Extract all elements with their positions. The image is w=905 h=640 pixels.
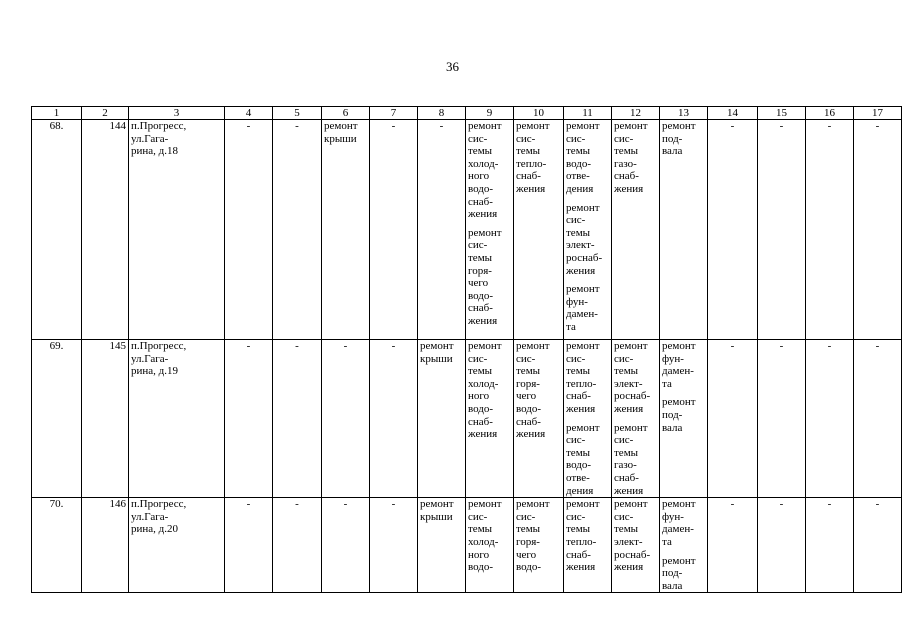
cell-line: жения bbox=[614, 182, 644, 195]
cell-line: сис- bbox=[614, 132, 634, 145]
cell-line: темы bbox=[468, 365, 493, 378]
cell-line: крыши bbox=[420, 352, 453, 365]
cell-line: дения bbox=[566, 484, 594, 497]
work-item bbox=[516, 120, 561, 196]
cell-line: жения bbox=[566, 561, 596, 574]
empty-work-cell: - bbox=[273, 120, 322, 340]
cell-line: жения bbox=[468, 428, 498, 441]
column-header-17: 17 bbox=[854, 107, 902, 120]
cell-line: снаб- bbox=[468, 195, 493, 208]
row-number-cell: 69. bbox=[32, 340, 82, 498]
work-type-cell bbox=[660, 120, 708, 340]
empty-work-cell: - bbox=[225, 340, 273, 498]
cell-line: ремонт bbox=[662, 120, 696, 132]
repair-schedule-table bbox=[31, 106, 902, 593]
cell-line: темы bbox=[614, 145, 639, 158]
cell-line: жения bbox=[468, 208, 498, 221]
cell-line: снаб- bbox=[566, 548, 591, 561]
cell-line: под- bbox=[662, 132, 683, 145]
cell-line: сис- bbox=[614, 510, 634, 523]
column-header-16: 16 bbox=[806, 107, 854, 120]
work-type-cell bbox=[322, 120, 370, 340]
cell-line: вала bbox=[662, 421, 683, 434]
work-type-cell bbox=[466, 120, 514, 340]
cell-line: горя- bbox=[516, 377, 540, 390]
cell-line: ремонт bbox=[468, 340, 502, 352]
cell-line: ремонт bbox=[662, 498, 696, 511]
empty-work-cell: - bbox=[854, 340, 902, 498]
column-header-1: 1 bbox=[32, 107, 82, 120]
cell-line: крыши bbox=[420, 510, 453, 523]
cell-line: водо- bbox=[566, 459, 592, 472]
cell-line: жения bbox=[566, 402, 596, 415]
work-item bbox=[468, 227, 511, 328]
cell-line: жения bbox=[614, 484, 644, 497]
cell-line: горя- bbox=[468, 264, 492, 277]
cell-line: ремонт bbox=[516, 340, 550, 352]
cell-line: ремонт bbox=[566, 340, 600, 352]
cell-line: темы bbox=[468, 251, 493, 264]
cell-line: темы bbox=[614, 365, 639, 378]
cell-line: темы bbox=[566, 145, 591, 158]
empty-work-cell: - bbox=[708, 498, 758, 593]
cell-line: темы bbox=[566, 365, 591, 378]
cell-line: жения bbox=[468, 314, 498, 327]
cell-line: роснаб- bbox=[614, 390, 651, 403]
empty-work-cell: - bbox=[273, 498, 322, 593]
cell-line: п.Прогресс, bbox=[131, 120, 187, 132]
work-item bbox=[614, 422, 657, 498]
cell-line: отве- bbox=[566, 471, 590, 484]
cell-line: водо- bbox=[468, 561, 494, 574]
cell-line: ремонт bbox=[566, 421, 600, 434]
column-header-10: 10 bbox=[514, 107, 564, 120]
address-cell bbox=[129, 120, 225, 340]
cell-line: под- bbox=[662, 567, 683, 580]
cell-line: рина, д.20 bbox=[131, 523, 179, 536]
empty-work-cell: - bbox=[418, 120, 466, 340]
empty-work-cell: - bbox=[273, 340, 322, 498]
work-item bbox=[614, 498, 657, 574]
empty-work-cell: - bbox=[806, 340, 854, 498]
column-header-14: 14 bbox=[708, 107, 758, 120]
cell-line: чего bbox=[516, 548, 537, 561]
empty-work-cell: - bbox=[758, 120, 806, 340]
empty-work-cell: - bbox=[758, 340, 806, 498]
cell-line: сис- bbox=[468, 352, 488, 365]
work-item bbox=[662, 396, 705, 434]
cell-line: сис- bbox=[468, 239, 488, 252]
cell-line: снаб- bbox=[516, 415, 541, 428]
cell-line: ремонт bbox=[468, 120, 502, 132]
cell-line: ремонт bbox=[566, 498, 600, 511]
work-item bbox=[468, 340, 511, 441]
cell-line: темы bbox=[566, 523, 591, 536]
cell-line: вала bbox=[662, 579, 683, 592]
table-body bbox=[32, 120, 902, 593]
cell-line: водо- bbox=[566, 157, 592, 170]
work-item bbox=[468, 120, 511, 221]
work-item bbox=[614, 120, 657, 196]
work-type-cell bbox=[564, 340, 612, 498]
work-type-cell bbox=[514, 340, 564, 498]
cell-line: темы bbox=[566, 226, 591, 239]
column-header-6: 6 bbox=[322, 107, 370, 120]
cell-line: элект- bbox=[566, 239, 595, 252]
work-item bbox=[516, 498, 561, 574]
empty-work-cell: - bbox=[758, 498, 806, 593]
cell-line: темы bbox=[516, 523, 541, 536]
empty-work-cell: - bbox=[854, 120, 902, 340]
cell-line: темы bbox=[614, 446, 639, 459]
cell-line: снаб- bbox=[566, 390, 591, 403]
empty-work-cell: - bbox=[322, 340, 370, 498]
empty-work-cell: - bbox=[370, 340, 418, 498]
work-item bbox=[614, 340, 657, 416]
work-type-cell bbox=[660, 498, 708, 593]
work-item bbox=[516, 340, 561, 441]
cell-line: водо- bbox=[468, 182, 494, 195]
cell-line: тепло- bbox=[566, 377, 597, 390]
cell-line: ремонт bbox=[420, 498, 454, 511]
cell-line: ремонт bbox=[614, 340, 648, 352]
cell-line: роснаб- bbox=[566, 251, 603, 264]
cell-line: сис- bbox=[566, 214, 586, 227]
work-type-cell bbox=[612, 340, 660, 498]
work-type-cell bbox=[612, 120, 660, 340]
page-number: 36 bbox=[446, 59, 459, 74]
cell-line: п.Прогресс, bbox=[131, 340, 187, 352]
cell-line: жения bbox=[566, 264, 596, 277]
cell-line: сис- bbox=[614, 352, 634, 365]
cell-line: сис- bbox=[566, 510, 586, 523]
cell-line: крыши bbox=[324, 132, 357, 145]
cell-line: холод- bbox=[468, 535, 499, 548]
cell-line: сис- bbox=[516, 132, 536, 145]
cell-line: сис- bbox=[468, 510, 488, 523]
empty-work-cell: - bbox=[806, 498, 854, 593]
work-item bbox=[662, 555, 705, 593]
cell-line: та bbox=[566, 320, 576, 333]
cell-line: дамен- bbox=[662, 365, 694, 378]
work-type-cell bbox=[418, 498, 466, 593]
cell-line: горя- bbox=[516, 535, 540, 548]
cell-line: сис- bbox=[614, 434, 634, 447]
work-item bbox=[662, 498, 705, 548]
cell-line: фун- bbox=[662, 510, 684, 523]
cell-line: ного bbox=[468, 170, 490, 183]
cell-line: ремонт bbox=[566, 120, 600, 132]
cell-line: элект- bbox=[614, 535, 643, 548]
empty-work-cell: - bbox=[708, 340, 758, 498]
cell-line: темы bbox=[566, 446, 591, 459]
work-item bbox=[566, 202, 609, 278]
cell-line: фун- bbox=[566, 295, 588, 308]
cell-line: газо- bbox=[614, 157, 637, 170]
work-item bbox=[420, 498, 463, 523]
cell-line: ремонт bbox=[516, 498, 550, 511]
cell-line: ремонт bbox=[324, 120, 358, 132]
cell-line: фун- bbox=[662, 352, 684, 365]
cell-line: та bbox=[662, 377, 672, 390]
work-item bbox=[566, 498, 609, 574]
work-type-cell bbox=[514, 498, 564, 593]
cell-line: снаб- bbox=[468, 302, 493, 315]
table-row bbox=[32, 340, 902, 498]
cell-line: газо- bbox=[614, 459, 637, 472]
cell-line: темы bbox=[468, 145, 493, 158]
cell-line: ремонт bbox=[662, 396, 696, 409]
cell-line: холод- bbox=[468, 157, 499, 170]
work-item bbox=[566, 120, 609, 196]
work-type-cell bbox=[564, 498, 612, 593]
work-type-cell bbox=[660, 340, 708, 498]
cell-line: чего bbox=[468, 277, 489, 290]
cell-line: сис- bbox=[468, 132, 488, 145]
cell-line: ремонт bbox=[516, 120, 550, 132]
work-item bbox=[566, 422, 609, 498]
cell-line: рина, д.18 bbox=[131, 145, 179, 158]
cell-line: вала bbox=[662, 145, 683, 158]
column-header-7: 7 bbox=[370, 107, 418, 120]
cell-line: водо- bbox=[468, 402, 494, 415]
cell-line: ул.Гага- bbox=[131, 132, 169, 145]
cell-line: ремонт bbox=[468, 498, 502, 511]
work-item bbox=[566, 283, 609, 333]
cell-line: роснаб- bbox=[614, 548, 651, 561]
cell-line: тепло- bbox=[516, 157, 547, 170]
cell-line: дамен- bbox=[662, 523, 694, 536]
table-row bbox=[32, 498, 902, 593]
empty-work-cell: - bbox=[322, 498, 370, 593]
cell-line: ремонт bbox=[614, 421, 648, 434]
cell-line: отве- bbox=[566, 170, 590, 183]
cell-line: сис- bbox=[516, 510, 536, 523]
cell-line: темы bbox=[516, 145, 541, 158]
work-type-cell bbox=[612, 498, 660, 593]
cell-line: водо- bbox=[516, 561, 542, 574]
work-item bbox=[468, 498, 511, 574]
cell-line: снаб- bbox=[614, 170, 639, 183]
cell-line: сис- bbox=[516, 352, 536, 365]
empty-work-cell: - bbox=[370, 498, 418, 593]
cell-line: жения bbox=[516, 428, 546, 441]
work-item bbox=[420, 340, 463, 365]
table-row bbox=[32, 120, 902, 340]
work-type-cell bbox=[466, 340, 514, 498]
column-number-header bbox=[32, 107, 902, 120]
cell-line: жения bbox=[516, 182, 546, 195]
column-header-2: 2 bbox=[82, 107, 129, 120]
cell-line: под- bbox=[662, 408, 683, 421]
work-item bbox=[662, 340, 705, 390]
house-code-cell: 144 bbox=[82, 120, 129, 340]
work-type-cell bbox=[418, 340, 466, 498]
column-header-13: 13 bbox=[660, 107, 708, 120]
address-cell bbox=[129, 498, 225, 593]
cell-line: ремонт bbox=[614, 120, 648, 132]
column-header-5: 5 bbox=[273, 107, 322, 120]
work-type-cell bbox=[466, 498, 514, 593]
work-item bbox=[566, 340, 609, 416]
cell-line: ремонт bbox=[566, 201, 600, 214]
row-number-cell: 68. bbox=[32, 120, 82, 340]
cell-line: рина, д.19 bbox=[131, 365, 179, 378]
cell-line: жения bbox=[614, 402, 644, 415]
cell-line: темы bbox=[614, 523, 639, 536]
work-item bbox=[662, 120, 705, 158]
cell-line: снаб- bbox=[614, 471, 639, 484]
work-type-cell bbox=[514, 120, 564, 340]
cell-line: ремонт bbox=[662, 340, 696, 352]
work-item bbox=[324, 120, 367, 145]
row-number-cell: 70. bbox=[32, 498, 82, 593]
cell-line: ул.Гага- bbox=[131, 510, 169, 523]
cell-line: жения bbox=[614, 561, 644, 574]
cell-line: п.Прогресс, bbox=[131, 498, 187, 511]
column-header-11: 11 bbox=[564, 107, 612, 120]
house-code-cell: 145 bbox=[82, 340, 129, 498]
cell-line: водо- bbox=[516, 402, 542, 415]
cell-line: дения bbox=[566, 182, 594, 195]
empty-work-cell: - bbox=[806, 120, 854, 340]
cell-line: сис- bbox=[566, 352, 586, 365]
cell-line: водо- bbox=[468, 289, 494, 302]
cell-line: ремонт bbox=[566, 283, 600, 296]
cell-line: ного bbox=[468, 390, 490, 403]
address-cell bbox=[129, 340, 225, 498]
column-header-12: 12 bbox=[612, 107, 660, 120]
empty-work-cell: - bbox=[370, 120, 418, 340]
cell-line: та bbox=[662, 535, 672, 548]
cell-line: чего bbox=[516, 390, 537, 403]
cell-line: снаб- bbox=[516, 170, 541, 183]
cell-line: ул.Гага- bbox=[131, 352, 169, 365]
cell-line: темы bbox=[516, 365, 541, 378]
cell-line: ремонт bbox=[468, 226, 502, 239]
cell-line: снаб- bbox=[468, 415, 493, 428]
cell-line: сис- bbox=[566, 434, 586, 447]
cell-line: элект- bbox=[614, 377, 643, 390]
cell-line: тепло- bbox=[566, 535, 597, 548]
cell-line: темы bbox=[468, 523, 493, 536]
cell-line: ремонт bbox=[614, 498, 648, 511]
empty-work-cell: - bbox=[225, 120, 273, 340]
cell-line: дамен- bbox=[566, 308, 598, 321]
cell-line: ремонт bbox=[420, 340, 454, 352]
empty-work-cell: - bbox=[708, 120, 758, 340]
column-header-15: 15 bbox=[758, 107, 806, 120]
column-header-9: 9 bbox=[466, 107, 514, 120]
column-header-4: 4 bbox=[225, 107, 273, 120]
cell-line: ремонт bbox=[662, 554, 696, 567]
house-code-cell: 146 bbox=[82, 498, 129, 593]
cell-line: сис- bbox=[566, 132, 586, 145]
cell-line: холод- bbox=[468, 377, 499, 390]
column-header-3: 3 bbox=[129, 107, 225, 120]
cell-line: ного bbox=[468, 548, 490, 561]
column-header-8: 8 bbox=[418, 107, 466, 120]
work-type-cell bbox=[564, 120, 612, 340]
empty-work-cell: - bbox=[854, 498, 902, 593]
empty-work-cell: - bbox=[225, 498, 273, 593]
